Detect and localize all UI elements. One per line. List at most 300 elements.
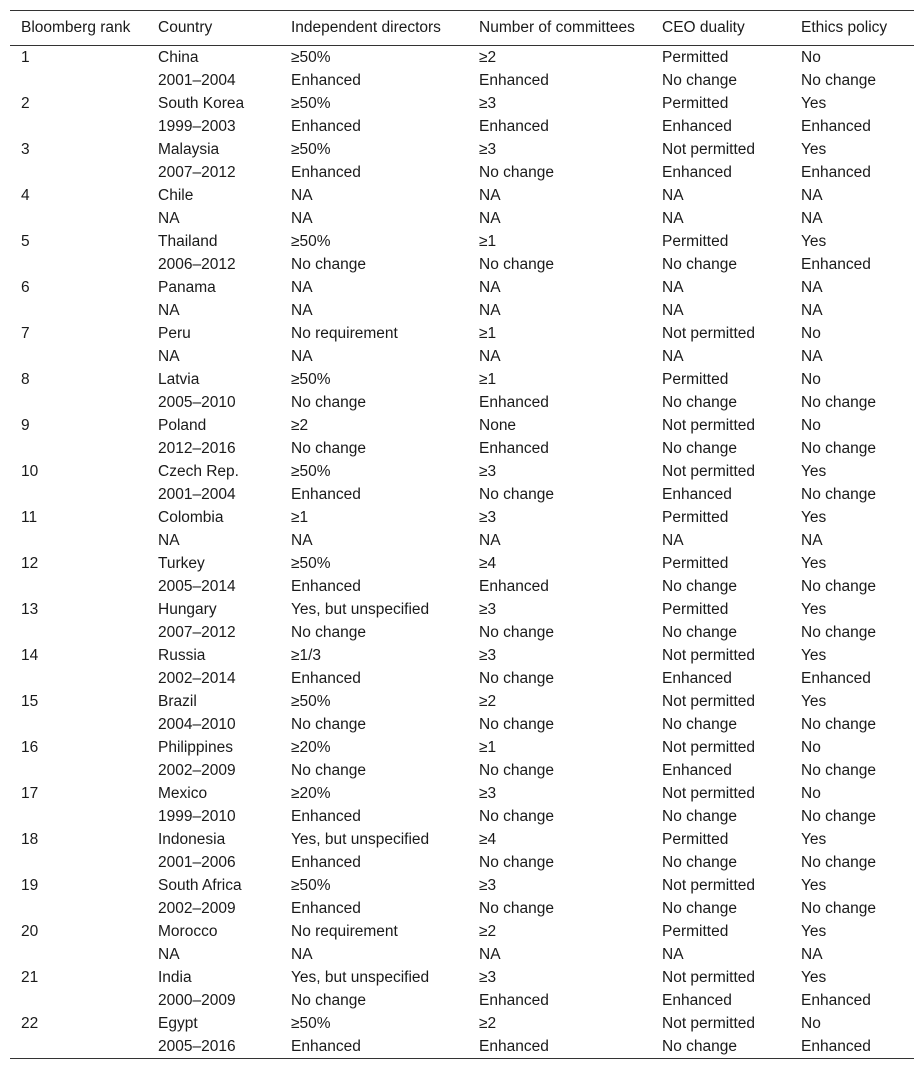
committees-cell: ≥3: [479, 601, 497, 618]
directors-change-cell: Enhanced: [291, 808, 361, 825]
ethics-policy-cell: No: [801, 325, 821, 342]
ethics-policy-cell: Yes: [801, 555, 827, 572]
independent-directors-cell: ≥20%: [291, 785, 331, 802]
committees-cell: ≥2: [479, 693, 497, 710]
country-cell: Philippines: [158, 739, 233, 756]
rank-cell: 1: [21, 49, 30, 66]
ceo-duality-cell: Permitted: [662, 371, 729, 388]
header-row: [10, 11, 914, 46]
table-row-change: [10, 207, 914, 230]
table-row-change: [10, 161, 914, 184]
rank-cell: 11: [21, 509, 38, 526]
committees-change-cell: No change: [479, 256, 554, 273]
independent-directors-cell: NA: [291, 279, 313, 296]
ceo-duality-change-cell: No change: [662, 808, 737, 825]
rank-cell: 15: [21, 693, 39, 710]
committees-cell: ≥2: [479, 923, 497, 940]
country-cell: China: [158, 49, 199, 66]
ceo-duality-change-cell: No change: [662, 578, 737, 595]
ceo-duality-cell: Not permitted: [662, 693, 756, 710]
directors-change-cell: No change: [291, 762, 366, 779]
ethics-change-cell: No change: [801, 440, 876, 457]
ethics-change-cell: Enhanced: [790, 1035, 914, 1059]
ethics-change-cell: No change: [801, 762, 876, 779]
committees-change-cell: No change: [479, 486, 554, 503]
rank-cell-empty: [10, 529, 147, 552]
governance-table-container: [10, 10, 914, 1059]
ceo-duality-cell: NA: [662, 187, 684, 204]
period-cell: NA: [158, 532, 180, 549]
period-cell: 2001–2006: [158, 854, 236, 871]
committees-cell: ≥1: [479, 371, 497, 388]
rank-cell: 4: [21, 187, 30, 204]
ethics-policy-cell: Yes: [801, 509, 827, 526]
rank-cell-empty: [10, 253, 147, 276]
ethics-policy-cell: Yes: [801, 647, 827, 664]
period-cell: NA: [158, 348, 180, 365]
ethics-change-cell: NA: [801, 348, 823, 365]
country-cell: Latvia: [158, 371, 200, 388]
ethics-policy-cell: Yes: [801, 601, 827, 618]
ceo-duality-cell: Not permitted: [662, 463, 756, 480]
period-cell: 2005–2016: [147, 1035, 280, 1059]
ceo-duality-change-cell: No change: [662, 394, 737, 411]
table-row-change: [10, 575, 914, 598]
directors-change-cell: No change: [291, 992, 366, 1009]
independent-directors-cell: Yes, but unspecified: [291, 601, 430, 618]
table-row-change: [10, 943, 914, 966]
table-row: [10, 460, 914, 483]
rank-cell-empty: [10, 345, 147, 368]
ethics-policy-cell: Yes: [801, 693, 827, 710]
independent-directors-cell: ≥1/3: [291, 647, 322, 664]
table-row: [10, 276, 914, 299]
table-row-change: [10, 989, 914, 1012]
table-row: [10, 184, 914, 207]
committees-cell: ≥1: [479, 325, 497, 342]
ethics-change-cell: No change: [801, 72, 876, 89]
ethics-policy-cell: Yes: [801, 969, 827, 986]
header-country: Country: [147, 11, 280, 46]
table-row-change: [10, 253, 914, 276]
period-cell: 2005–2010: [158, 394, 236, 411]
rank-cell: 16: [21, 739, 39, 756]
ceo-duality-cell: Permitted: [662, 233, 729, 250]
country-cell: Malaysia: [158, 141, 220, 158]
ethics-change-cell: No change: [801, 900, 876, 917]
ethics-change-cell: Enhanced: [801, 164, 871, 181]
table-row-change: [10, 1035, 914, 1059]
committees-cell: ≥3: [479, 877, 497, 894]
ceo-duality-cell: Permitted: [662, 831, 729, 848]
independent-directors-cell: ≥50%: [291, 141, 331, 158]
ethics-policy-cell: Yes: [801, 923, 827, 940]
ceo-duality-change-cell: Enhanced: [662, 992, 732, 1009]
ethics-policy-cell: Yes: [801, 877, 827, 894]
ceo-duality-change-cell: No change: [662, 624, 737, 641]
country-cell: Peru: [158, 325, 191, 342]
header-number-of-committees: Number of committees: [468, 11, 651, 46]
committees-change-cell: No change: [479, 808, 554, 825]
ceo-duality-change-cell: Enhanced: [662, 164, 732, 181]
rank-cell-empty: [10, 437, 147, 460]
country-cell: Hungary: [158, 601, 217, 618]
ceo-duality-cell: Not permitted: [662, 785, 756, 802]
committees-change-cell: NA: [479, 348, 501, 365]
table-row: [10, 966, 914, 989]
committees-cell: ≥2: [479, 49, 497, 66]
ceo-duality-change-cell: Enhanced: [662, 670, 732, 687]
table-row-change: [10, 897, 914, 920]
ethics-change-cell: Enhanced: [801, 118, 871, 135]
table-row-change: [10, 483, 914, 506]
country-cell: India: [158, 969, 192, 986]
table-row-change: [10, 529, 914, 552]
committees-change-cell: Enhanced: [468, 1035, 651, 1059]
independent-directors-cell: NA: [291, 187, 313, 204]
country-cell: Colombia: [158, 509, 224, 526]
rank-cell-empty: [10, 391, 147, 414]
committees-cell: ≥3: [479, 509, 497, 526]
table-row: [10, 322, 914, 345]
table-row: [10, 598, 914, 621]
independent-directors-cell: ≥50%: [291, 233, 331, 250]
committees-cell: ≥1: [479, 739, 497, 756]
rank-cell: 9: [21, 417, 30, 434]
independent-directors-cell: Yes, but unspecified: [291, 831, 430, 848]
period-cell: NA: [158, 946, 180, 963]
committees-cell: ≥2: [479, 1015, 497, 1032]
table-row-change: [10, 667, 914, 690]
country-cell: Russia: [158, 647, 206, 664]
ceo-duality-change-cell: No change: [662, 900, 737, 917]
committees-change-cell: No change: [479, 624, 554, 641]
committees-cell: NA: [479, 279, 501, 296]
table-row-change: [10, 621, 914, 644]
rank-cell: 13: [21, 601, 39, 618]
table-row-change: [10, 437, 914, 460]
committees-change-cell: Enhanced: [479, 394, 549, 411]
ceo-duality-change-cell: NA: [662, 348, 684, 365]
ethics-change-cell: Enhanced: [801, 670, 871, 687]
table-row-change: [10, 115, 914, 138]
committees-change-cell: No change: [479, 164, 554, 181]
period-cell: 2007–2012: [158, 164, 236, 181]
rank-cell: 20: [21, 923, 39, 940]
independent-directors-cell: ≥50%: [291, 371, 331, 388]
committees-change-cell: NA: [479, 302, 501, 319]
committees-cell: ≥3: [479, 647, 497, 664]
committees-change-cell: NA: [479, 946, 501, 963]
committees-change-cell: No change: [479, 670, 554, 687]
ceo-duality-cell: Not permitted: [662, 969, 756, 986]
ethics-change-cell: NA: [801, 210, 823, 227]
rank-cell: 2: [21, 95, 30, 112]
table-row: [10, 920, 914, 943]
committees-cell: ≥3: [479, 141, 497, 158]
committees-cell: None: [479, 417, 517, 434]
directors-change-cell: NA: [291, 532, 313, 549]
rank-cell-empty: [10, 483, 147, 506]
ceo-duality-change-cell: No change: [662, 854, 737, 871]
period-cell: 2005–2014: [158, 578, 236, 595]
table-row-change: [10, 805, 914, 828]
country-cell: Panama: [158, 279, 216, 296]
committees-cell: NA: [479, 187, 501, 204]
period-cell: 2002–2014: [158, 670, 236, 687]
independent-directors-cell: ≥50%: [291, 555, 331, 572]
rank-cell: 21: [21, 969, 39, 986]
ethics-policy-cell: Yes: [801, 463, 827, 480]
table-row: [10, 506, 914, 529]
rank-cell: 14: [21, 647, 39, 664]
ceo-duality-change-cell: Enhanced: [662, 486, 732, 503]
independent-directors-cell: ≥2: [291, 417, 309, 434]
country-cell: South Africa: [158, 877, 242, 894]
independent-directors-cell: No requirement: [291, 325, 398, 342]
header-ethics-policy: Ethics policy: [790, 11, 914, 46]
ceo-duality-change-cell: NA: [662, 532, 684, 549]
country-cell: Mexico: [158, 785, 208, 802]
country-cell: Turkey: [158, 555, 205, 572]
independent-directors-cell: ≥50%: [291, 49, 331, 66]
ceo-duality-cell: Permitted: [662, 509, 729, 526]
rank-cell-empty: [10, 575, 147, 598]
rank-cell-empty: [10, 621, 147, 644]
ceo-duality-cell: Permitted: [662, 95, 729, 112]
directors-change-cell: Enhanced: [291, 118, 361, 135]
ceo-duality-change-cell: NA: [662, 302, 684, 319]
rank-cell-empty: [10, 299, 147, 322]
period-cell: 1999–2010: [158, 808, 236, 825]
table-row: [10, 736, 914, 759]
ceo-duality-cell: Permitted: [662, 49, 729, 66]
rank-cell: 7: [21, 325, 30, 342]
ethics-change-cell: No change: [801, 394, 876, 411]
country-cell: Indonesia: [158, 831, 226, 848]
committees-cell: ≥3: [479, 95, 497, 112]
period-cell: 2012–2016: [158, 440, 236, 457]
country-cell: South Korea: [158, 95, 245, 112]
country-cell: Egypt: [158, 1015, 198, 1032]
rank-cell: 22: [21, 1015, 39, 1032]
table-row-change: [10, 713, 914, 736]
table-row: [10, 230, 914, 253]
ethics-policy-cell: Yes: [801, 233, 827, 250]
period-cell: NA: [158, 302, 180, 319]
ceo-duality-change-cell: NA: [662, 946, 684, 963]
governance-table: [10, 10, 914, 1059]
table-row-change: [10, 391, 914, 414]
rank-cell: 18: [21, 831, 39, 848]
ethics-policy-cell: Yes: [801, 95, 827, 112]
directors-change-cell: NA: [291, 210, 313, 227]
committees-change-cell: Enhanced: [479, 992, 549, 1009]
ethics-policy-cell: No: [801, 785, 821, 802]
country-cell: Czech Rep.: [158, 463, 239, 480]
rank-cell: 3: [21, 141, 30, 158]
directors-change-cell: Enhanced: [280, 1035, 468, 1059]
independent-directors-cell: ≥50%: [291, 463, 331, 480]
independent-directors-cell: Yes, but unspecified: [291, 969, 430, 986]
independent-directors-cell: ≥20%: [291, 739, 331, 756]
ceo-duality-cell: Not permitted: [662, 739, 756, 756]
ethics-change-cell: No change: [801, 808, 876, 825]
period-cell: 2006–2012: [158, 256, 236, 273]
rank-cell-empty: [10, 69, 147, 92]
country-cell: Poland: [158, 417, 207, 434]
rank-cell: 19: [21, 877, 39, 894]
rank-cell: 5: [21, 233, 30, 250]
ceo-duality-change-cell: Enhanced: [662, 762, 732, 779]
country-cell: Chile: [158, 187, 194, 204]
table-row: [10, 828, 914, 851]
ceo-duality-change-cell: No change: [662, 72, 737, 89]
table-row: [10, 92, 914, 115]
ceo-duality-change-cell: No change: [662, 440, 737, 457]
rank-cell: 12: [21, 555, 39, 572]
ethics-policy-cell: NA: [801, 279, 823, 296]
header-ceo-duality: CEO duality: [651, 11, 790, 46]
table-row: [10, 138, 914, 161]
ethics-change-cell: NA: [801, 532, 823, 549]
period-cell: 2007–2012: [158, 624, 236, 641]
rank-cell-empty: [10, 851, 147, 874]
rank-cell-empty: [10, 759, 147, 782]
committees-change-cell: Enhanced: [479, 118, 549, 135]
directors-change-cell: Enhanced: [291, 72, 361, 89]
independent-directors-cell: ≥50%: [291, 1015, 331, 1032]
ethics-policy-cell: Yes: [801, 831, 827, 848]
committees-cell: ≥3: [479, 785, 497, 802]
independent-directors-cell: No requirement: [291, 923, 398, 940]
committees-change-cell: Enhanced: [479, 578, 549, 595]
table-row-change: [10, 299, 914, 322]
rank-cell-empty: [10, 897, 147, 920]
period-cell: NA: [158, 210, 180, 227]
ethics-change-cell: No change: [801, 624, 876, 641]
ethics-change-cell: No change: [801, 486, 876, 503]
committees-cell: ≥4: [479, 831, 497, 848]
ceo-duality-cell: NA: [662, 279, 684, 296]
table-row-change: [10, 69, 914, 92]
ethics-change-cell: Enhanced: [801, 256, 871, 273]
ceo-duality-cell: Not permitted: [662, 417, 756, 434]
committees-change-cell: NA: [479, 210, 501, 227]
table-header: [10, 11, 914, 46]
header-independent-directors: Independent directors: [280, 11, 468, 46]
rank-cell-empty: [10, 943, 147, 966]
rank-cell-empty: [10, 667, 147, 690]
rank-cell: 8: [21, 371, 30, 388]
header-bloomberg-rank: Bloomberg rank: [10, 11, 147, 46]
period-cell: 1999–2003: [158, 118, 236, 135]
rank-cell-empty: [10, 805, 147, 828]
ethics-change-cell: No change: [801, 716, 876, 733]
directors-change-cell: Enhanced: [291, 486, 361, 503]
table-row: [10, 368, 914, 391]
ethics-change-cell: No change: [801, 578, 876, 595]
ceo-duality-cell: Not permitted: [662, 647, 756, 664]
committees-change-cell: No change: [479, 854, 554, 871]
rank-cell: 17: [21, 785, 39, 802]
rank-cell-empty: [10, 1035, 147, 1059]
committees-cell: ≥3: [479, 463, 497, 480]
ceo-duality-change-cell: No change: [651, 1035, 790, 1059]
table-row: [10, 782, 914, 805]
table-row: [10, 874, 914, 897]
ethics-change-cell: NA: [801, 946, 823, 963]
period-cell: 2001–2004: [158, 72, 236, 89]
ethics-change-cell: Enhanced: [801, 992, 871, 1009]
committees-change-cell: No change: [479, 762, 554, 779]
ceo-duality-cell: Permitted: [662, 555, 729, 572]
ceo-duality-cell: Permitted: [662, 923, 729, 940]
committees-cell: ≥4: [479, 555, 497, 572]
ceo-duality-change-cell: Enhanced: [662, 118, 732, 135]
table-row: [10, 552, 914, 575]
period-cell: 2002–2009: [158, 762, 236, 779]
country-cell: Thailand: [158, 233, 218, 250]
table-row-change: [10, 345, 914, 368]
independent-directors-cell: ≥1: [291, 509, 309, 526]
directors-change-cell: NA: [291, 946, 313, 963]
ceo-duality-cell: Not permitted: [662, 325, 756, 342]
rank-cell-empty: [10, 161, 147, 184]
ceo-duality-cell: Not permitted: [662, 877, 756, 894]
directors-change-cell: Enhanced: [291, 900, 361, 917]
committees-change-cell: No change: [479, 900, 554, 917]
table-row: [10, 414, 914, 437]
directors-change-cell: Enhanced: [291, 164, 361, 181]
independent-directors-cell: ≥50%: [291, 877, 331, 894]
rank-cell: 10: [21, 463, 39, 480]
table-body: [10, 46, 914, 1059]
committees-change-cell: Enhanced: [479, 72, 549, 89]
committees-cell: ≥3: [479, 969, 497, 986]
ceo-duality-change-cell: No change: [662, 256, 737, 273]
ethics-policy-cell: Yes: [801, 141, 827, 158]
ceo-duality-change-cell: No change: [662, 716, 737, 733]
ceo-duality-change-cell: NA: [662, 210, 684, 227]
table-row: [10, 644, 914, 667]
rank-cell-empty: [10, 989, 147, 1012]
committees-change-cell: No change: [479, 716, 554, 733]
period-cell: 2002–2009: [158, 900, 236, 917]
table-row: [10, 690, 914, 713]
ceo-duality-cell: Not permitted: [662, 1015, 756, 1032]
ethics-policy-cell: No: [801, 49, 821, 66]
rank-cell-empty: [10, 207, 147, 230]
rank-cell: 6: [21, 279, 30, 296]
directors-change-cell: No change: [291, 440, 366, 457]
committees-cell: ≥1: [479, 233, 497, 250]
ethics-change-cell: NA: [801, 302, 823, 319]
committees-change-cell: NA: [479, 532, 501, 549]
ethics-policy-cell: No: [801, 1015, 821, 1032]
ethics-policy-cell: No: [801, 417, 821, 434]
table-row: [10, 46, 914, 70]
period-cell: 2001–2004: [158, 486, 236, 503]
directors-change-cell: No change: [291, 394, 366, 411]
period-cell: 2000–2009: [158, 992, 236, 1009]
independent-directors-cell: ≥50%: [291, 95, 331, 112]
ceo-duality-cell: Permitted: [662, 601, 729, 618]
directors-change-cell: No change: [291, 256, 366, 273]
directors-change-cell: Enhanced: [291, 578, 361, 595]
table-row: [10, 1012, 914, 1035]
rank-cell-empty: [10, 115, 147, 138]
